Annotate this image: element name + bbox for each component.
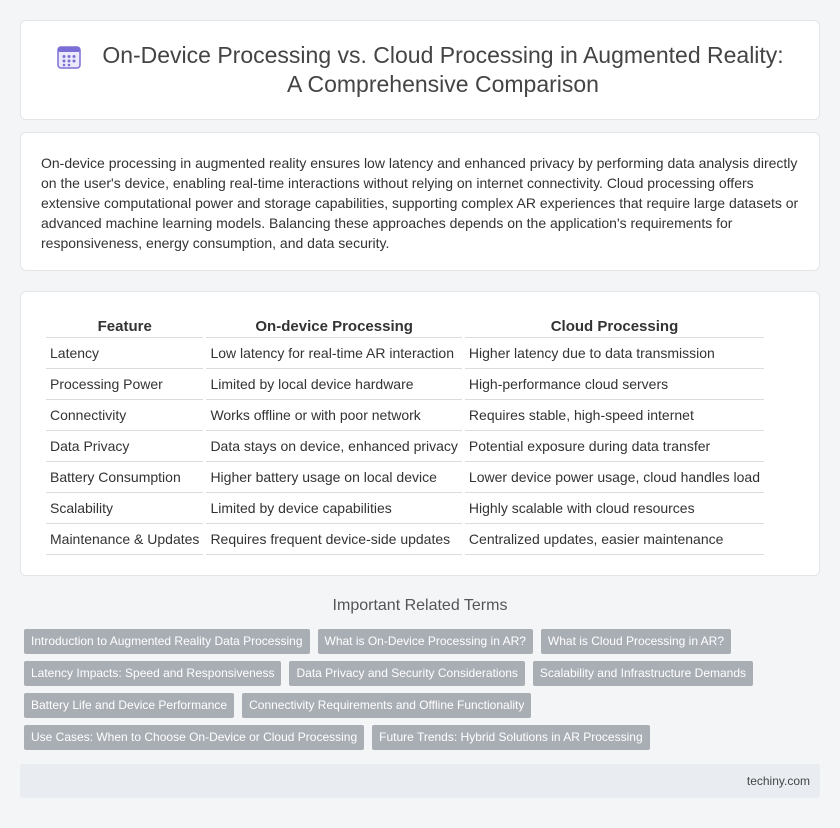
table-row (46, 338, 764, 369)
header-card (20, 20, 820, 120)
table-row (46, 400, 764, 431)
comparison-card (20, 291, 820, 576)
term-tag[interactable]: Latency Impacts: Speed and Responsiveness (24, 661, 281, 686)
on-device-cell: Limited by device capabilities (206, 493, 461, 524)
cloud-cell: High-performance cloud servers (465, 369, 764, 400)
header-on-device: On-device Processing (206, 310, 461, 338)
term-tag[interactable]: Future Trends: Hybrid Solutions in AR Processing (372, 725, 649, 750)
term-tag[interactable]: What is On-Device Processing in AR? (318, 629, 533, 654)
intro-card (20, 132, 820, 271)
feature-cell: Latency (46, 338, 203, 369)
term-tag[interactable]: Data Privacy and Security Considerations (289, 661, 524, 686)
header-cloud: Cloud Processing (465, 310, 764, 338)
header-feature: Feature (46, 310, 203, 338)
feature-cell: Processing Power (46, 369, 203, 400)
table-row (46, 493, 764, 524)
header (21, 21, 819, 119)
cloud-cell: Higher latency due to data transmission (465, 338, 764, 369)
calendar-grid-icon (56, 44, 82, 70)
term-tag[interactable]: Scalability and Infrastructure Demands (533, 661, 753, 686)
on-device-cell: Low latency for real-time AR interaction (206, 338, 461, 369)
feature-cell: Battery Consumption (46, 462, 203, 493)
term-tag[interactable]: Battery Life and Device Performance (24, 693, 234, 718)
term-tag[interactable]: Connectivity Requirements and Offline Functionality (242, 693, 531, 718)
related-terms-title: Important Related Terms (332, 597, 508, 614)
term-tag[interactable]: What is Cloud Processing in AR? (541, 629, 731, 654)
page-title-line1: On-Device Processing vs. Cloud Processing in Augmented Reality: (102, 42, 784, 68)
table-row (46, 524, 764, 555)
feature-cell: Connectivity (46, 400, 203, 431)
cloud-cell: Centralized updates, easier maintenance (465, 524, 764, 555)
page-title (102, 41, 783, 99)
on-device-cell: Data stays on device, enhanced privacy (206, 431, 461, 462)
term-tag[interactable]: Introduction to Augmented Reality Data Processing (24, 629, 310, 654)
term-tag[interactable]: Use Cases: When to Choose On-Device or Cloud Processing (24, 725, 364, 750)
intro-paragraph: On-device processing in augmented reality ensures low latency and enhanced privacy by performing data analysis directly on the user's device, enabling real-time interactions without relying on internet connectivity. Cloud processing offers extensive computational power and storage capabilities, supporting complex AR experiences that require large datasets or advanced machine learning models. Balancing these approaches depends on the application's requirements for responsiveness, energy consumption, and data security. (41, 155, 799, 251)
cloud-cell: Lower device power usage, cloud handles load (465, 462, 764, 493)
feature-cell: Data Privacy (46, 431, 203, 462)
footer-brand[interactable]: techiny.com (746, 774, 810, 788)
page-title-line2: A Comprehensive Comparison (287, 71, 599, 97)
cloud-cell: Requires stable, high-speed internet (465, 400, 764, 431)
cloud-cell: Potential exposure during data transfer (465, 431, 764, 462)
table-header-row (46, 310, 764, 338)
table-row (46, 431, 764, 462)
on-device-cell: Works offline or with poor network (206, 400, 461, 431)
table-row (46, 369, 764, 400)
table-row (46, 462, 764, 493)
on-device-cell: Requires frequent device-side updates (206, 524, 461, 555)
cloud-cell: Highly scalable with cloud resources (465, 493, 764, 524)
footer (20, 764, 820, 798)
feature-cell: Maintenance & Updates (46, 524, 203, 555)
comparison-table (43, 310, 767, 555)
on-device-cell: Limited by local device hardware (206, 369, 461, 400)
feature-cell: Scalability (46, 493, 203, 524)
on-device-cell: Higher battery usage on local device (206, 462, 461, 493)
related-terms-list (24, 629, 824, 757)
